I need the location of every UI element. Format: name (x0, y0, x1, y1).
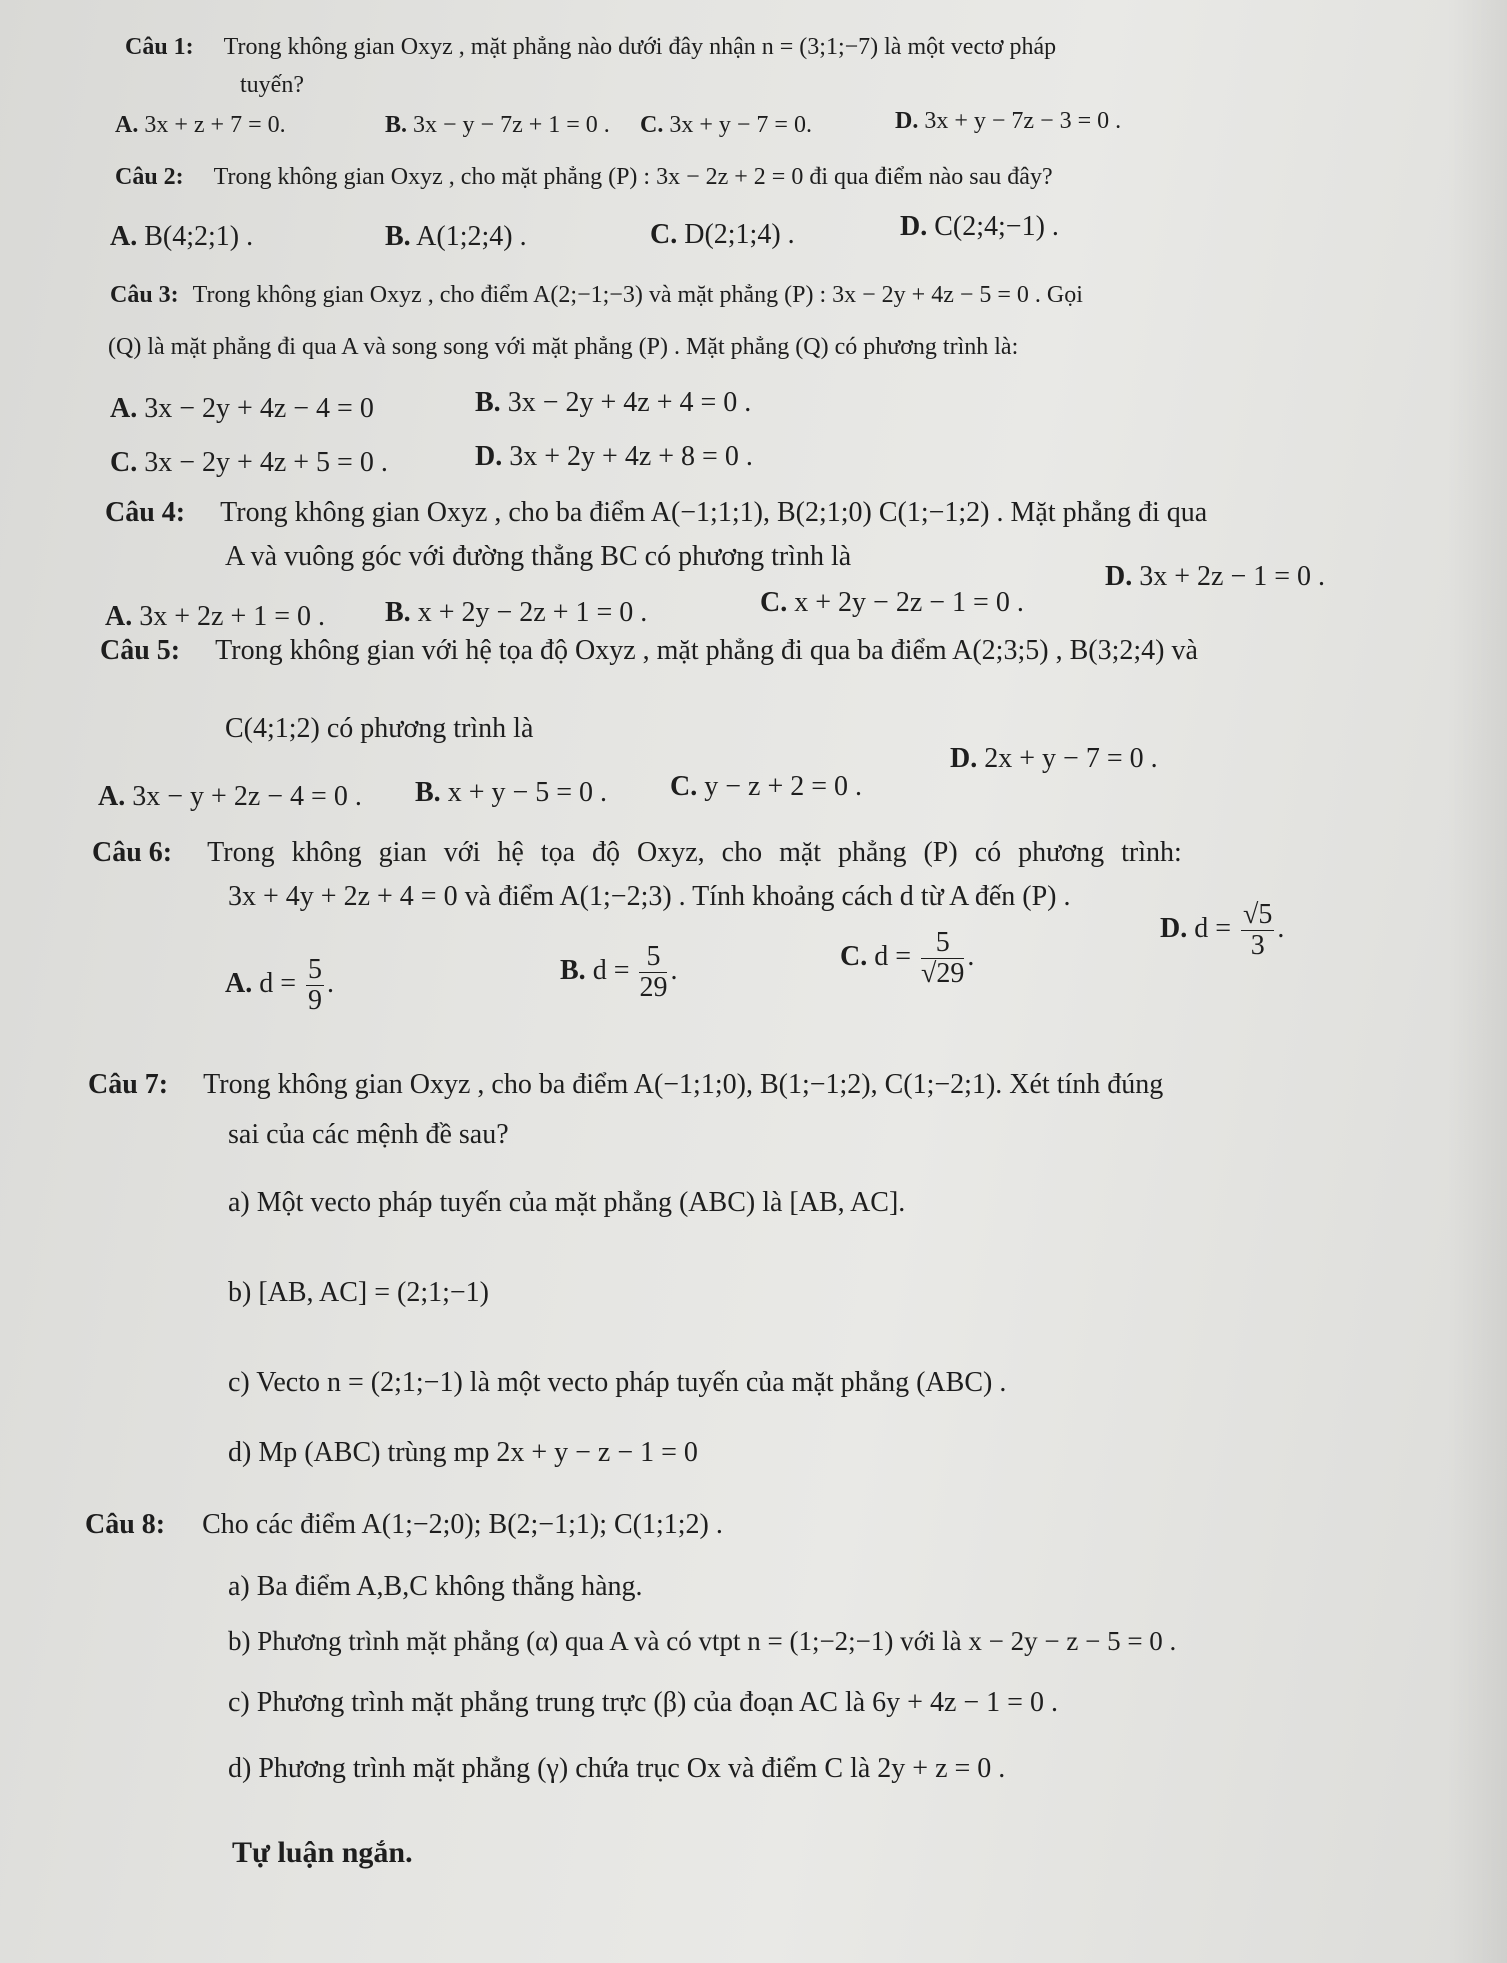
q6-option-a: A. d = $\frac{5}{9}$ . (225, 954, 335, 1016)
q2-option-d: D. C(2;4;−1) . (900, 211, 1059, 242)
q4-text: Trong không gian Oxyz , cho ba điểm A(−1;1;1), B(2;1;0) C(1;−1;2) . Mặt phẳng đi qua (220, 497, 1208, 528)
q2-line1 (115, 160, 1053, 194)
q5-option-c: C. y − z + 2 = 0 . (670, 771, 863, 802)
q3-option-d: D. 3x + 2y + 4z + 8 = 0 . (475, 441, 753, 472)
q6-option-c: C. d = $\frac{5}{√29}$ . (840, 927, 975, 989)
q1-option-a: A. 3x + z + 7 = 0. (115, 112, 286, 138)
q7-line2: sai của các mệnh đề sau? (228, 1119, 509, 1150)
fraction: $\frac{5}{√29}$ (921, 927, 965, 989)
q4-option-d: D. 3x + 2z − 1 = 0 . (1105, 561, 1326, 592)
q7-statement-c: c) Vecto n = (2;1;−1) là một vecto pháp tuyến của mặt phẳng (ABC) . (228, 1367, 1007, 1398)
q1-text: Trong không gian Oxyz , mặt phẳng nào dưới đây nhận n = (3;1;−7) là một vectơ pháp (223, 34, 1057, 60)
q5-label: Câu 5: (100, 635, 181, 666)
q1-line1 (125, 30, 1056, 64)
q3-label: Câu 3: (110, 282, 179, 308)
q5-option-b: B. x + y − 5 = 0 . (415, 777, 608, 808)
q2-option-c: C. D(2;1;4) . (650, 219, 795, 250)
q1-option-b: B. 3x − y − 7z + 1 = 0 . (385, 112, 610, 138)
q5-line1 (100, 634, 1198, 668)
fraction: $\frac{5}{9}$ (308, 954, 323, 1016)
q6-line2: 3x + 4y + 2z + 4 = 0 và điểm A(1;−2;3) . Tính khoảng cách d từ A đến (P) . (228, 881, 1071, 912)
fraction: $\frac{5}{29}$ (639, 941, 668, 1003)
section-heading: Tự luận ngắn. (232, 1836, 413, 1869)
q4-line1 (105, 496, 1207, 530)
q3-line1 (110, 278, 1083, 312)
q8-line1 (85, 1508, 723, 1542)
q7-statement-b: b) [AB, AC] = (2;1;−1) (228, 1277, 490, 1308)
q3-option-c: C. 3x − 2y + 4z + 5 = 0 . (110, 447, 388, 478)
q4-option-b: B. x + 2y − 2z + 1 = 0 . (385, 597, 648, 628)
q6-text: Trong không gian với hệ tọa độ Oxyz, cho mặt phẳng (P) có phương trình: (207, 837, 1182, 868)
q8-text: Cho các điểm A(1;−2;0); B(2;−1;1); C(1;1;2) . (202, 1509, 723, 1540)
q6-label: Câu 6: (92, 837, 173, 868)
q3-line2: (Q) là mặt phẳng đi qua A và song song với mặt phẳng (P) . Mặt phẳng (Q) có phương trình là: (108, 334, 1019, 360)
q7-line1 (88, 1068, 1163, 1102)
q6-option-b: B. d = $\frac{5}{29}$ . (560, 941, 678, 1003)
q4-label: Câu 4: (105, 497, 186, 528)
q5-option-a: A. 3x − y + 2z − 4 = 0 . (98, 781, 362, 812)
q4-option-a: A. 3x + 2z + 1 = 0 . (105, 601, 326, 632)
q7-text: Trong không gian Oxyz , cho ba điểm A(−1;1;0), B(1;−1;2), C(1;−2;1). Xét tính đúng (203, 1069, 1164, 1100)
q5-option-d: D. 2x + y − 7 = 0 . (950, 743, 1158, 774)
q1-label: Câu 1: (125, 34, 194, 60)
q5-text: Trong không gian với hệ tọa độ Oxyz , mặt phẳng đi qua ba điểm A(2;3;5) , B(3;2;4) và (215, 635, 1198, 666)
q7-label: Câu 7: (88, 1069, 169, 1100)
q4-option-c: C. x + 2y − 2z − 1 = 0 . (760, 587, 1024, 618)
q8-statement-c: c) Phương trình mặt phẳng trung trực (β) của đoạn AC là 6y + 4z − 1 = 0 . (228, 1687, 1058, 1718)
q3-option-b: B. 3x − 2y + 4z + 4 = 0 . (475, 387, 752, 418)
q2-text: Trong không gian Oxyz , cho mặt phẳng (P) : 3x − 2z + 2 = 0 đi qua điểm nào sau đây? (213, 164, 1053, 190)
q8-label: Câu 8: (85, 1509, 166, 1540)
q7-statement-d: d) Mp (ABC) trùng mp 2x + y − z − 1 = 0 (228, 1437, 698, 1468)
q5-line2: C(4;1;2) có phương trình là (225, 713, 534, 744)
q2-option-b: B. A(1;2;4) . (385, 221, 527, 252)
q1-option-d: D. 3x + y − 7z − 3 = 0 . (895, 108, 1122, 134)
fraction: $\frac{√5}{3}$ (1243, 899, 1273, 961)
q8-statement-d: d) Phương trình mặt phẳng (γ) chứa trục Ox và điểm C là 2y + z = 0 . (228, 1753, 1006, 1784)
q2-label: Câu 2: (115, 164, 184, 190)
q3-text: Trong không gian Oxyz , cho điểm A(2;−1;−3) và mặt phẳng (P) : 3x − 2y + 4z − 5 = 0 . Gọi (192, 282, 1083, 308)
q4-line2: A và vuông góc với đường thẳng BC có phương trình là (225, 541, 852, 572)
q1-option-c: C. 3x + y − 7 = 0. (640, 112, 812, 138)
q2-option-a: A. B(4;2;1) . (110, 221, 254, 252)
page-edge-shadow (1447, 0, 1507, 1963)
q1-line2: tuyến? (240, 72, 304, 98)
q8-statement-b: b) Phương trình mặt phẳng (α) qua A và có vtpt n = (1;−2;−1) với là x − 2y − z − 5 = 0 . (228, 1626, 1177, 1656)
q6-option-d: D. d = $\frac{√5}{3}$ . (1160, 899, 1285, 961)
q3-option-a: A. 3x − 2y + 4z − 4 = 0 (110, 393, 374, 424)
q7-statement-a: a) Một vecto pháp tuyến của mặt phẳng (ABC) là [AB, AC]. (228, 1187, 906, 1218)
q8-statement-a: a) Ba điểm A,B,C không thẳng hàng. (228, 1571, 643, 1602)
q6-line1 (92, 836, 1182, 870)
